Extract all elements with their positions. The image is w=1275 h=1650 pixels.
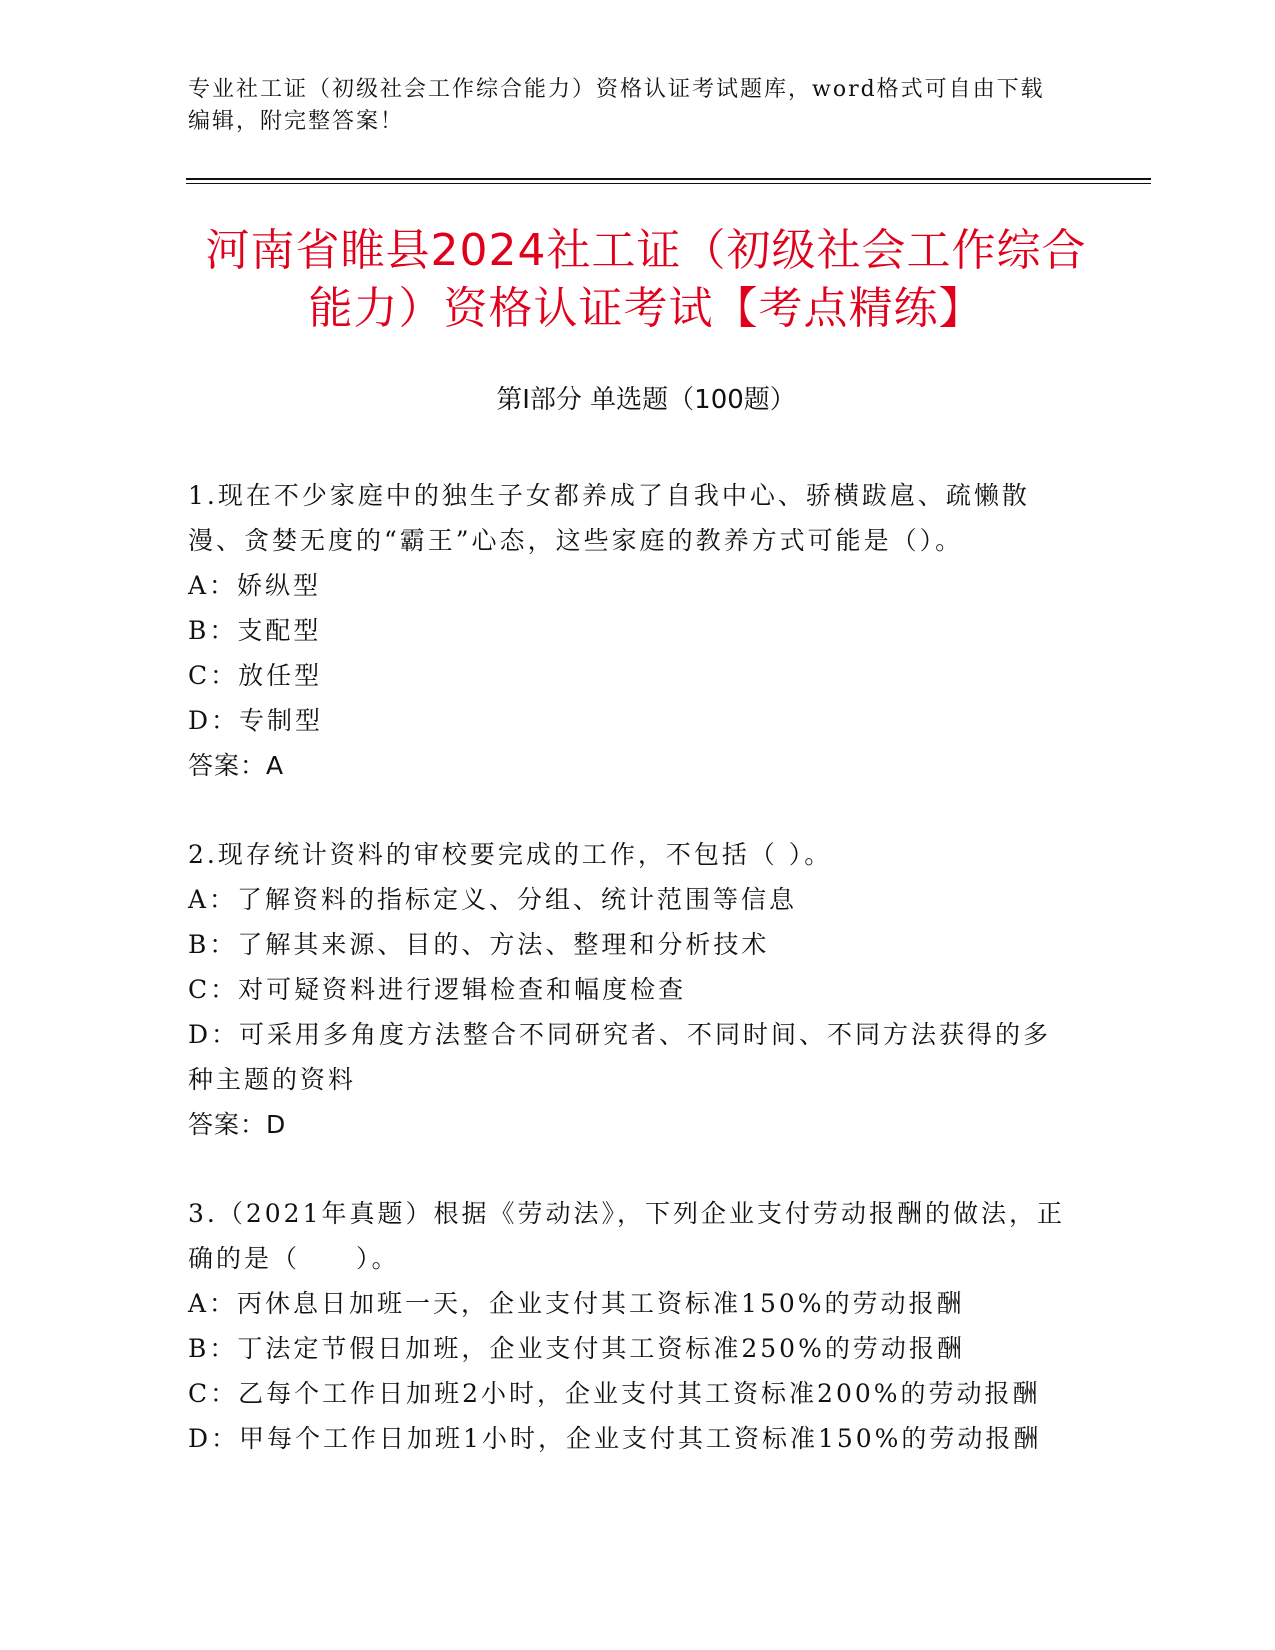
option-d: D：可采用多角度方法整合不同研究者、不同时间、不同方法获得的多种主题的资料 (188, 1020, 1052, 1094)
option-b: B：了解其来源、目的、方法、整理和分析技术 (188, 930, 770, 959)
question-3 (188, 1191, 1068, 1461)
question-list (188, 473, 1068, 1505)
section-heading: 第Ⅰ部分 单选题（100题） (496, 385, 796, 415)
question-text: 1.现在不少家庭中的独生子女都养成了自我中心、骄横跋扈、疏懒散漫、贪婪无度的“霸王”心态，这些家庭的教养方式可能是（）。 (188, 481, 1030, 555)
header-rule-thick (186, 178, 1151, 180)
option-c: C：放任型 (188, 661, 323, 690)
option-b: B：支配型 (188, 616, 322, 645)
header-note: 专业社工证（初级社会工作综合能力）资格认证考试题库，word格式可自由下载编辑，附完整答案！ (188, 77, 1045, 134)
answer: 答案：D (188, 1110, 287, 1139)
option-d: D：甲每个工作日加班1小时，企业支付其工资标准150%的劳动报酬 (188, 1424, 1042, 1453)
option-a: A：了解资料的指标定义、分组、统计范围等信息 (188, 885, 798, 914)
answer: 答案：A (188, 751, 285, 780)
question-text: 2.现存统计资料的审校要完成的工作，不包括（ ）。 (188, 840, 833, 869)
option-a: A：娇纵型 (188, 571, 322, 600)
header-rule-thin (186, 183, 1151, 184)
question-1 (188, 473, 1068, 788)
option-b: B：丁法定节假日加班，企业支付其工资标准250%的劳动报酬 (188, 1334, 965, 1363)
document-title: 河南省睢县2024社工证（初级社会工作综合能力）资格认证考试【考点精练】 (205, 225, 1087, 334)
option-a: A：丙休息日加班一天，企业支付其工资标准150%的劳动报酬 (188, 1289, 965, 1318)
question-text: 3.（2021年真题）根据《劳动法》，下列企业支付劳动报酬的做法，正确的是（ ）。 (188, 1199, 1065, 1273)
option-d: D：专制型 (188, 706, 324, 735)
option-c: C：乙每个工作日加班2小时，企业支付其工资标准200%的劳动报酬 (188, 1379, 1041, 1408)
question-2 (188, 832, 1068, 1147)
option-c: C：对可疑资料进行逻辑检查和幅度检查 (188, 975, 687, 1004)
